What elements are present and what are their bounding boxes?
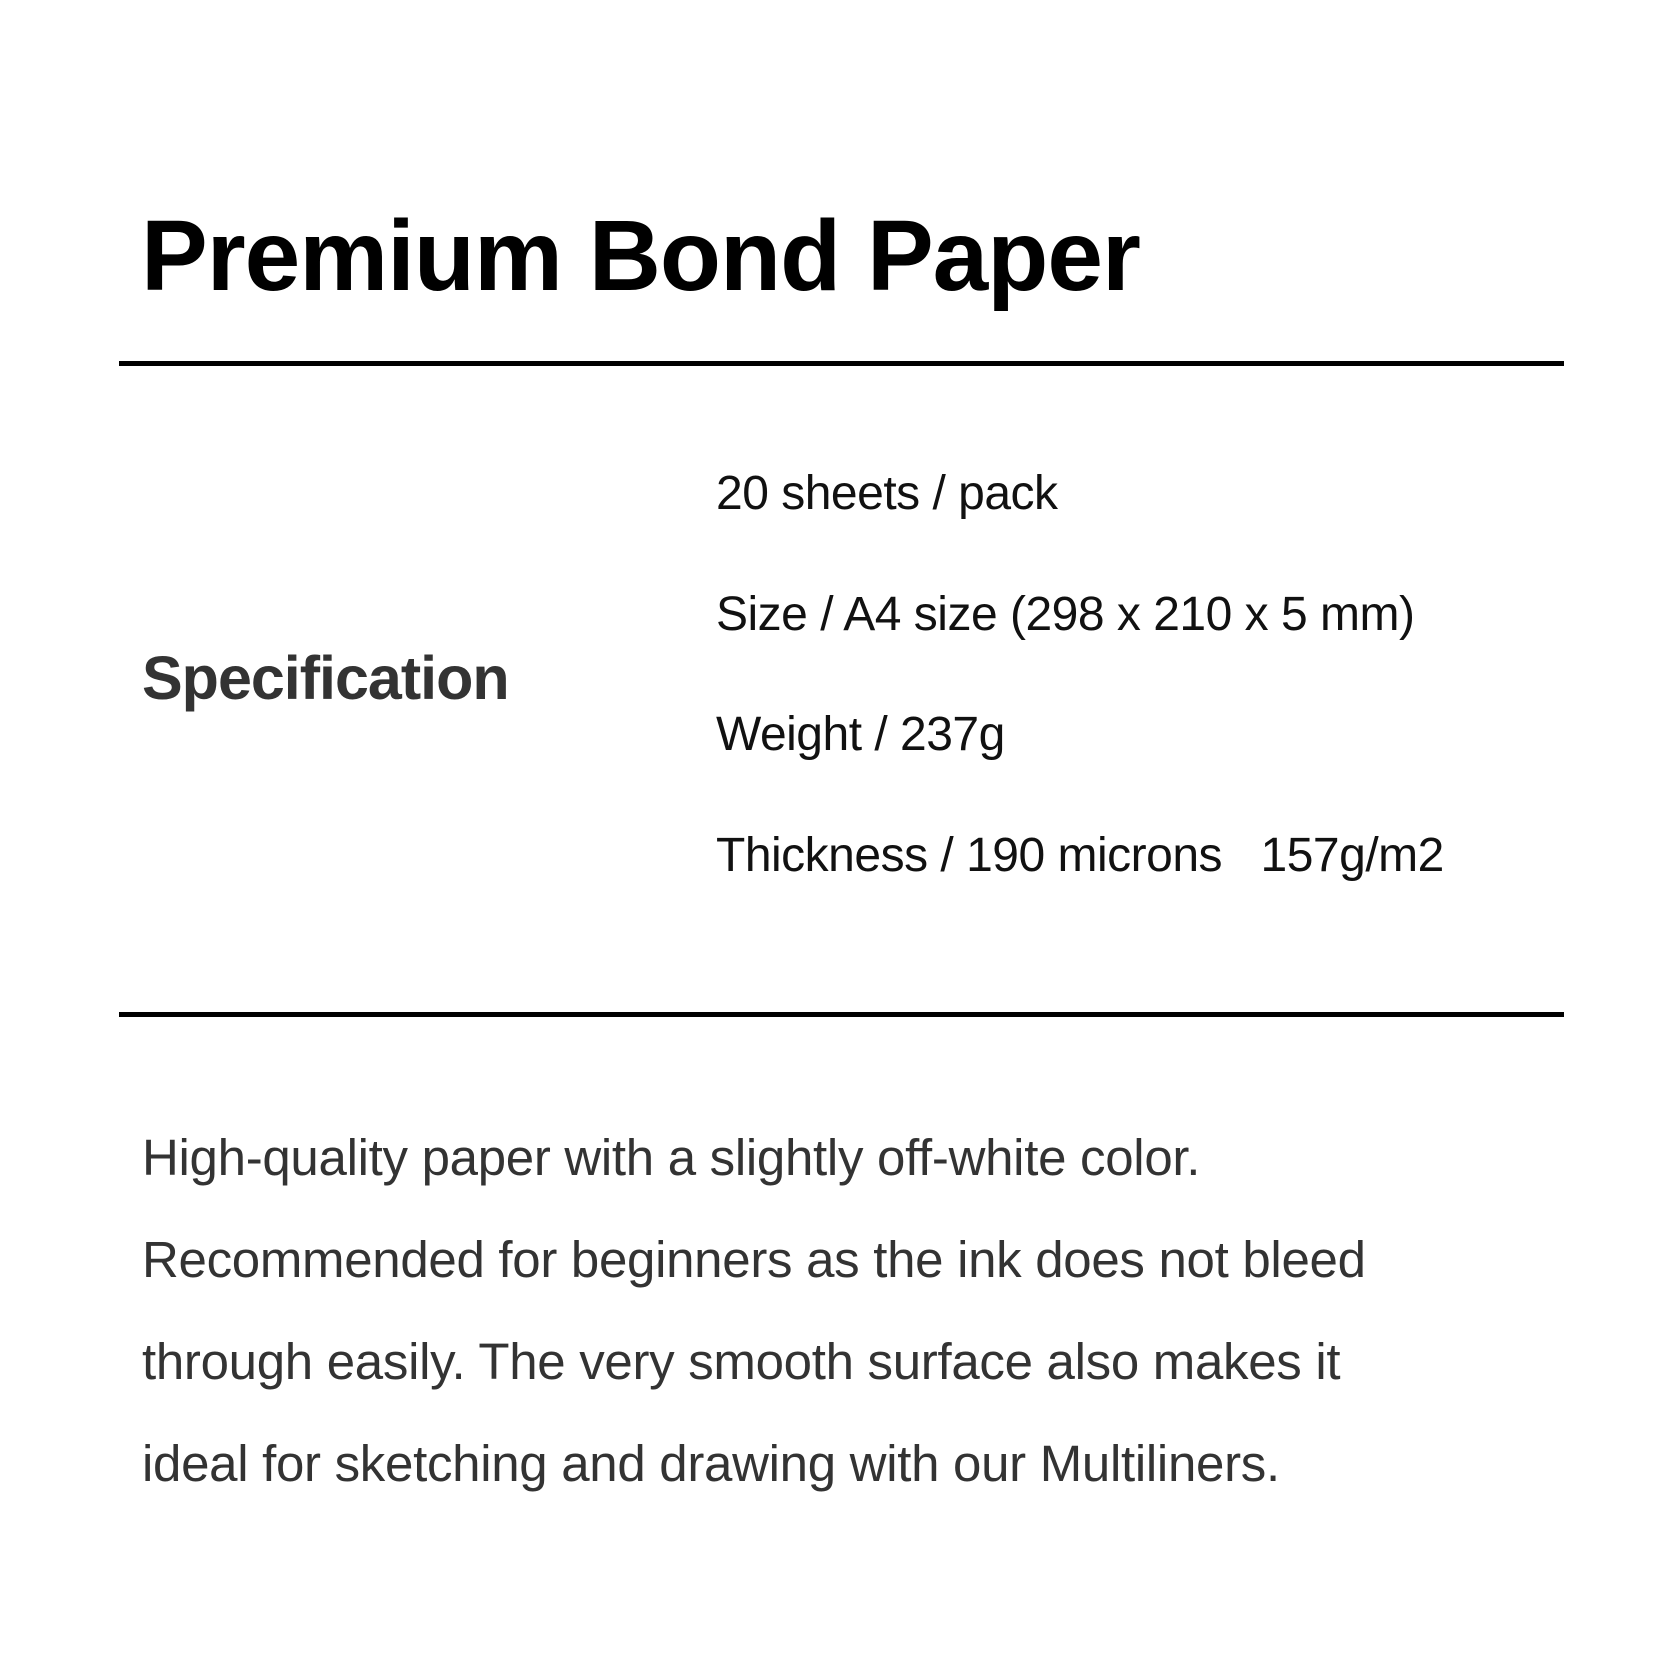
divider-bottom: [119, 1012, 1564, 1017]
product-title: Premium Bond Paper: [141, 200, 1140, 312]
specification-label: Specification: [142, 644, 509, 712]
description-line: ideal for sketching and drawing with our Multiliners.: [142, 1435, 1280, 1492]
spec-item-size: Size / A4 size (298 x 210 x 5 mm): [716, 588, 1415, 641]
spec-item-pack: 20 sheets / pack: [716, 467, 1058, 520]
description-line: Recommended for beginners as the ink does not bleed: [142, 1231, 1366, 1288]
divider-top: [119, 361, 1564, 366]
description-line: through easily. The very smooth surface also makes it: [142, 1333, 1341, 1390]
description-line: High-quality paper with a slightly off-white color.: [142, 1129, 1201, 1186]
spec-item-weight: Weight / 237g: [716, 708, 1005, 761]
spec-item-thickness: Thickness / 190 microns 157g/m2: [716, 829, 1444, 882]
